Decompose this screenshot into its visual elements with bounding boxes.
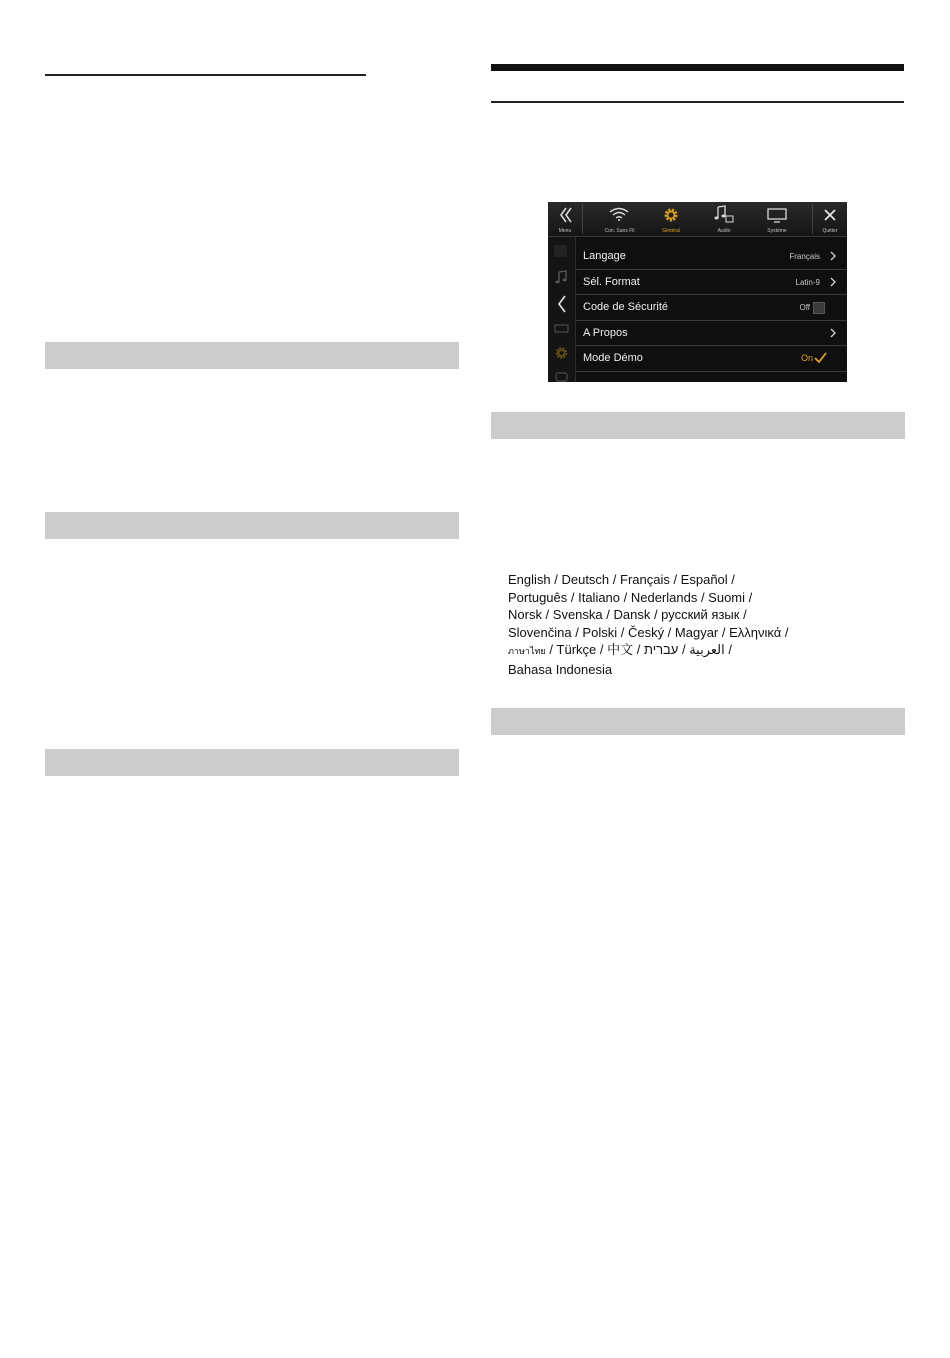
tab-general[interactable] (647, 202, 695, 236)
row-label: Sél. Format (583, 275, 640, 288)
tab-audio-label: Audio (717, 228, 731, 234)
settings-menu-list (576, 244, 847, 372)
checkmark-icon[interactable] (814, 352, 827, 363)
settings-row-format[interactable] (576, 270, 847, 296)
tab-wireless[interactable] (592, 202, 647, 236)
language-line: Slovenčina / Polski / Český / Magyar / Ελληνικά / (508, 624, 789, 640)
monitor-icon (767, 208, 787, 223)
tab-general-label: Général (662, 228, 680, 234)
device-settings-screenshot (548, 202, 847, 382)
monitor-icon[interactable] (554, 322, 569, 336)
menu-button[interactable] (548, 202, 582, 236)
chevron-right-icon (829, 251, 837, 261)
settings-row-language[interactable] (576, 244, 847, 270)
row-label: Langage (583, 250, 626, 262)
device-sidebar (548, 237, 576, 382)
row-value: On (800, 353, 813, 363)
security-toggle[interactable] (813, 302, 825, 314)
row-value: Français (789, 252, 820, 261)
language-line: Português / Italiano / Nederlands / Suomi / (508, 589, 753, 605)
topbar-separator (582, 204, 583, 234)
quit-button[interactable] (813, 202, 847, 236)
music-note-icon[interactable] (554, 270, 569, 284)
quit-label: Quitter (822, 228, 838, 234)
wifi-icon (609, 207, 629, 221)
tab-wireless-label: Con. Sans Fil (604, 228, 635, 234)
language-line (508, 641, 908, 661)
right-heading-top-rule (491, 64, 904, 71)
settings-row-demo-mode[interactable] (576, 346, 847, 372)
settings-row-about[interactable] (576, 321, 847, 347)
music-note-icon (713, 205, 735, 223)
chevron-right-icon (829, 277, 837, 287)
left-section-bar-3 (45, 749, 459, 776)
left-section-bar-1 (45, 342, 459, 369)
gear-icon (663, 207, 679, 223)
chevron-right-icon (829, 328, 837, 338)
device-top-bar (548, 202, 847, 237)
tab-system-label: Système (767, 228, 787, 234)
right-section-bar-2 (491, 708, 905, 735)
row-value: Off (799, 303, 810, 312)
sidebar-blank-icon[interactable] (554, 245, 569, 259)
chevron-left-icon[interactable] (557, 295, 567, 313)
language-line: Bahasa Indonesia (508, 661, 613, 677)
language-line: Norsk / Svenska / Dansk / русский язык / (508, 607, 747, 622)
row-value: Latin-9 (795, 277, 820, 287)
language-line: English / Deutsch / Français / Español / (508, 572, 735, 587)
menu-label: Menu (558, 228, 572, 234)
row-label: A Propos (583, 326, 628, 339)
close-icon (824, 209, 836, 221)
tab-audio[interactable] (698, 202, 750, 236)
language-line-rest: / Türkçe / 中文 / العربية / עברית / (545, 642, 732, 657)
double-chevron-left-icon (559, 207, 573, 223)
right-heading-bottom-rule (491, 101, 904, 103)
left-heading-underline (45, 74, 366, 76)
row-label: Mode Démo (583, 352, 643, 364)
settings-row-security-code[interactable] (576, 295, 847, 321)
right-section-bar-1 (491, 412, 905, 439)
tab-system[interactable] (750, 202, 804, 236)
gear-icon[interactable] (554, 346, 569, 360)
language-list (508, 571, 908, 678)
left-section-bar-2 (45, 512, 459, 539)
row-label: Code de Sécurité (583, 301, 668, 313)
car-icon[interactable] (554, 371, 569, 382)
language-thai: ภาษาไทย (508, 646, 546, 656)
